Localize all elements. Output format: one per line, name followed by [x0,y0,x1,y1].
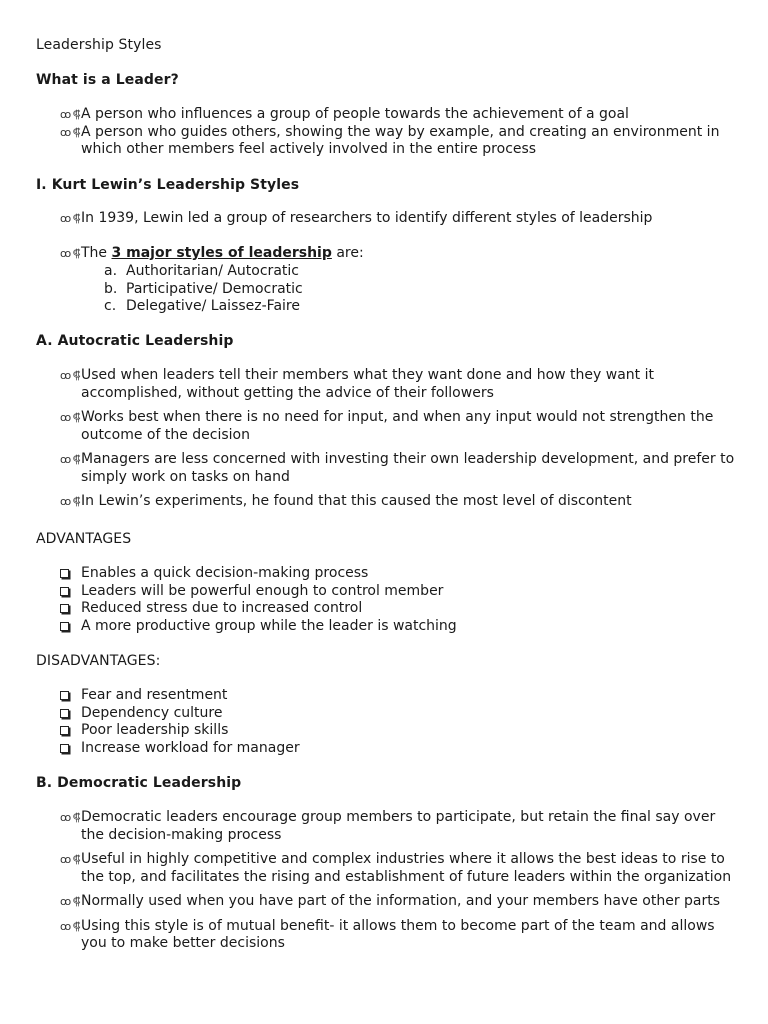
bullet-icon: ꝏ ⸿ [60,853,80,866]
bullet-icon: ꝏ ⸿ [60,811,80,824]
list-item: Increase workload for manager [36,740,736,758]
list-item: ꝏ ⸿ Works best when there is no need for input, and when any input would not strengthen the outcome of the decision [60,409,714,443]
styles-list [36,263,736,316]
list-item: ꝏ ⸿ Useful in highly competitive and complex industries where it allows the best ideas to rise to the top, and facilitates the rising and establishment of future leaders within the organization [60,851,732,885]
list-item: A more productive group while the leader is watching [36,618,736,636]
checkbox-icon [60,726,69,735]
list-item: ꝏ ⸿ In Lewin’s experiments, he found that this caused the most level of discontent [60,493,632,509]
bullet-icon: ꝏ ⸿ [60,247,80,260]
list-item: Enables a quick decision-making process [36,565,736,583]
list-item: ꝏ ⸿ A person who influences a group of people towards the achievement of a goal [60,106,629,122]
list-item: ꝏ ⸿ Democratic leaders encourage group members to participate, but retain the final say over the decision-making process [60,809,716,843]
list-item: c. Delegative/ Laissez-Faire [104,298,300,314]
list-item: Dependency culture [36,705,736,723]
bullet-icon: ꝏ ⸿ [60,453,80,466]
list-item: ꝏ ⸿ In 1939, Lewin led a group of researchers to identify different styles of leadership [60,210,653,226]
bullet-icon: ꝏ ⸿ [60,108,80,121]
list-item: ꝏ ⸿ The 3 major styles of leadership are: [60,245,364,261]
what-heading: What is a Leader? [36,72,179,88]
checkbox-icon [60,744,69,753]
document-title: Leadership Styles [36,37,162,53]
bullet-icon: ꝏ ⸿ [60,369,80,382]
checkbox-icon [60,622,69,631]
democratic-heading: B. Democratic Leadership [36,775,242,791]
lewin-list [36,210,736,228]
lewin-heading: I. Kurt Lewin’s Leadership Styles [36,177,300,193]
list-item: Fear and resentment [36,687,736,705]
list-item: ꝏ ⸿ Managers are less concerned with investing their own leadership development, and prefer to simply work on tasks on hand [60,451,735,485]
list-item: b. Participative/ Democratic [104,280,303,297]
disadvantages-list [36,687,736,757]
democratic-list [36,809,736,953]
bullet-icon: ꝏ ⸿ [60,895,80,908]
list-item: Poor leadership skills [36,722,736,740]
what-list [36,106,736,159]
checkbox-icon [60,691,69,700]
list-item: Leaders will be powerful enough to control member [36,583,736,601]
checkbox-icon [60,604,69,613]
major-styles-emphasis: 3 major styles of leadership [111,245,332,261]
autocratic-list [36,367,736,511]
list-item: ꝏ ⸿ A person who guides others, showing the way by example, and creating an environment in which other members feel actively involved in the entire process [60,123,720,157]
checkbox-icon [60,709,69,718]
disadvantages-heading: DISADVANTAGES: [36,653,161,669]
autocratic-heading: A. Autocratic Leadership [36,333,234,349]
checkbox-icon [60,569,69,578]
list-item: ꝏ ⸿ Used when leaders tell their members what they want done and how they want it accomplished, without getting the advice of their followers [60,367,654,401]
checkbox-icon [60,587,69,596]
bullet-icon: ꝏ ⸿ [60,212,80,225]
list-item: ꝏ ⸿ Normally used when you have part of the information, and your members have other parts [60,893,721,909]
advantages-list [36,565,736,635]
bullet-icon: ꝏ ⸿ [60,919,80,933]
advantages-heading: ADVANTAGES [36,531,132,547]
bullet-icon: ꝏ ⸿ [60,125,80,139]
bullet-icon: ꝏ ⸿ [60,411,80,424]
lewin-list-2 [36,245,736,263]
list-item: Reduced stress due to increased control [36,600,736,618]
list-item: ꝏ ⸿ Using this style is of mutual benefit- it allows them to become part of the team and allows you to make better decisions [60,917,715,951]
list-item: a. Authoritarian/ Autocratic [104,263,299,279]
bullet-icon: ꝏ ⸿ [60,495,80,508]
